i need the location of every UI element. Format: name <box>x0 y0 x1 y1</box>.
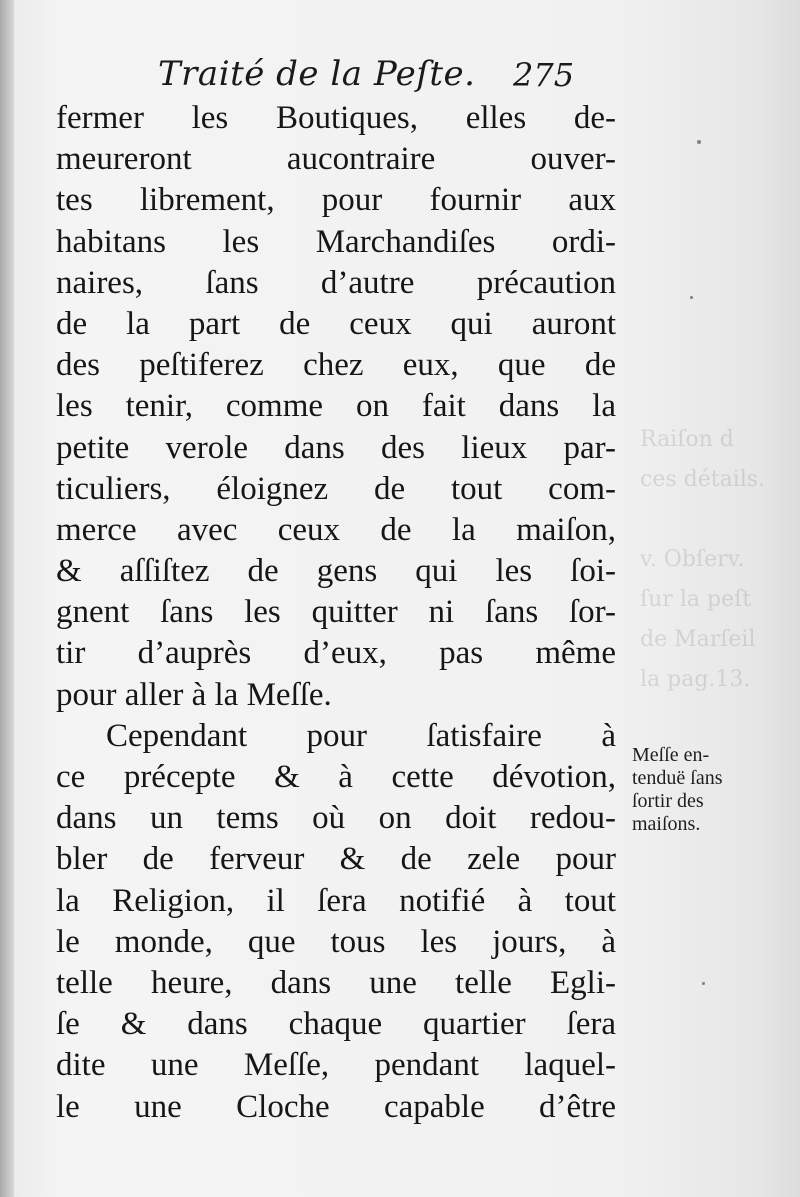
text-line: merce avec ceux de la maiſon, <box>56 511 616 548</box>
ink-speck <box>697 140 701 144</box>
body-text <box>56 98 616 1128</box>
text-line: le monde, que tous les jours, à <box>56 923 616 960</box>
margin-note-line: ſortir des <box>632 790 704 812</box>
page-number: 275 <box>513 56 575 94</box>
margin-note-line: maiſons. <box>632 813 701 835</box>
margin-note <box>632 744 792 836</box>
text-line: ticuliers, éloignez de tout com- <box>56 470 616 507</box>
text-line: dans un tems où on doit redou- <box>56 800 616 837</box>
text-line: tir d’auprès d’eux, pas même <box>56 635 616 672</box>
text-line: fermer les Boutiques, elles de- <box>56 100 616 136</box>
show-through-bleed: Raiſon d ces détails. v. Obſerv. ſur la peſt de Marſeil la pag.13. <box>640 427 766 692</box>
text-line: ce précepte & à cette dévotion, <box>56 759 616 795</box>
text-line: petite verole dans des lieux par- <box>56 429 616 466</box>
page-gutter-shadow <box>0 0 14 1197</box>
text-line: les tenir, comme on fait dans la <box>56 388 616 425</box>
text-line: bler de ferveur & de zele pour <box>56 841 616 878</box>
text-line: des peſtiferez chez eux, que de <box>56 347 616 384</box>
text-line: pour aller à la Meſſe. <box>56 676 332 713</box>
page-header <box>0 52 800 104</box>
text-line: la Religion, il ſera notifié à tout <box>56 882 616 919</box>
text-line: gnent ſans les quitter ni ſans ſor- <box>56 594 616 631</box>
text-line: dite une Meſſe, pendant laquel- <box>56 1047 616 1084</box>
margin-note-line: tenduë ſans <box>632 767 723 789</box>
text-line: telle heure, dans une telle Egli- <box>56 964 616 1001</box>
text-line: habitans les Marchandiſes ordi- <box>56 223 616 260</box>
text-line: tes librement, pour fournir aux <box>56 182 616 219</box>
text-line: & aſſiſtez de gens qui les ſoi- <box>56 553 616 590</box>
ink-speck <box>702 982 705 985</box>
ink-speck <box>690 296 693 299</box>
running-title: Traité de la Peſte. <box>158 54 476 94</box>
text-line: meureront aucontraire ouver- <box>56 141 616 178</box>
text-line: de la part de ceux qui auront <box>56 305 616 342</box>
text-line: naires, ſans d’autre précaution <box>56 264 616 301</box>
text-line: ſe & dans chaque quartier ſera <box>56 1006 616 1043</box>
paragraph-first-line: Cependant pour ſatisfaire à <box>106 717 616 754</box>
margin-note-line: Meſſe en- <box>632 744 710 766</box>
text-line: le une Cloche capable d’être <box>56 1088 616 1125</box>
